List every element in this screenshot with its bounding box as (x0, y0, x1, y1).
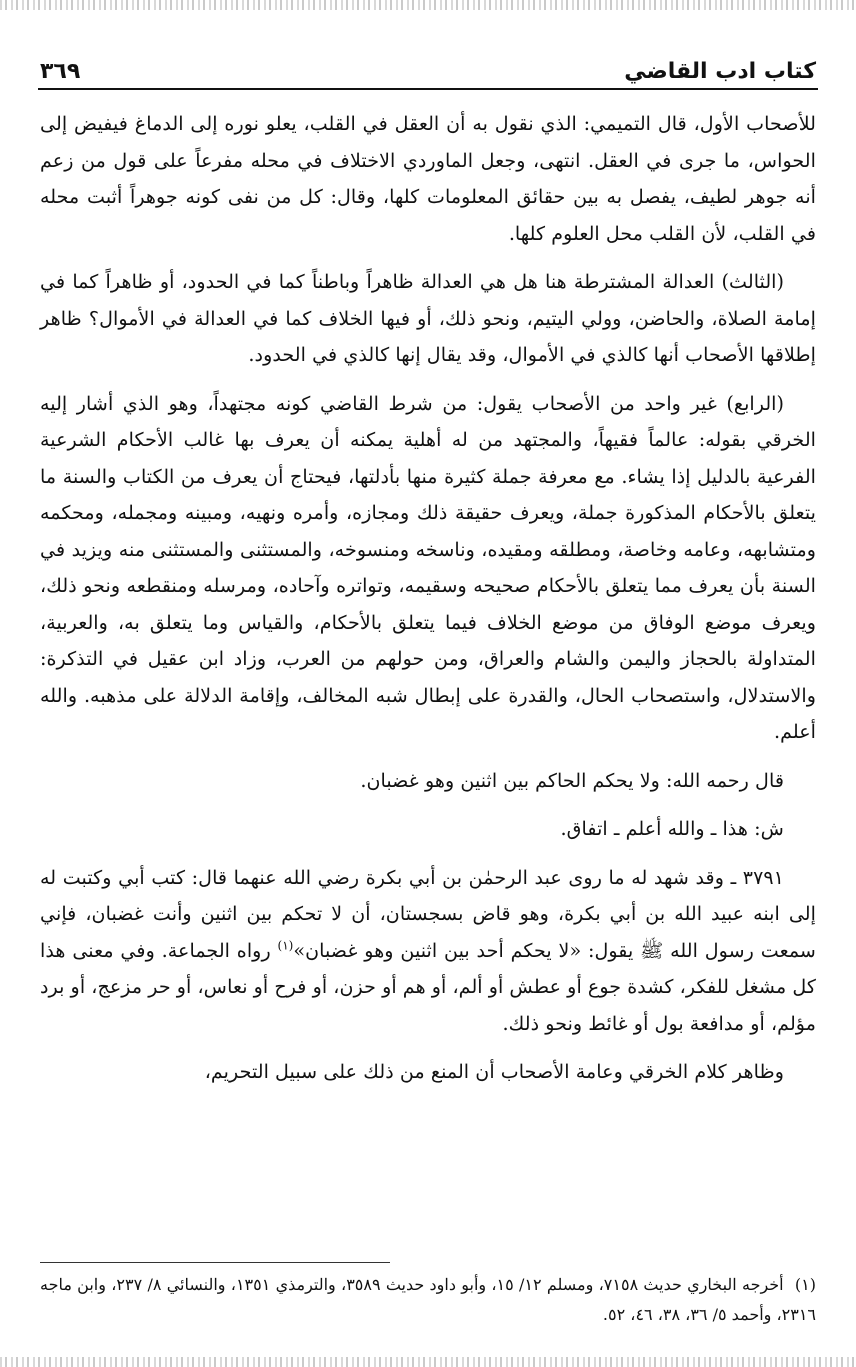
hadith-text-continued: رواه الجماعة. وفي معنى هذا كل مشغل للفكر، كشدة جوع أو عطش أو ألم، أو هم أو حزن، أو فرح أو نعاس، أو حر مزعج، أو برد مؤلم، أو مدافعة بول أو غائط ونحو ذلك. (39, 938, 816, 1035)
running-title: كتاب ادب القاضي (624, 59, 816, 84)
page-number: ٣٦٩ (40, 59, 81, 84)
footnote-text: أخرجه البخاري حديث ٧١٥٨، ومسلم ١٢/ ١٥، وأبو داود حديث ٣٥٨٩، والترمذي ١٣٥١، والنسائي ٨/ ٢٣٧، وابن ماجه ٢٣١٦، وأحمد ٥/ ٣٦، ٣٨، ٤٦، ٥٢. (40, 1275, 816, 1324)
footnote (40, 1270, 816, 1330)
page-header (40, 44, 816, 84)
header-rule (38, 88, 818, 90)
hadith-paragraph (40, 860, 816, 1043)
footnotes (40, 1270, 816, 1330)
decorative-bottom-border (0, 1357, 856, 1367)
paragraph: وظاهر كلام الخرقي وعامة الأصحاب أن المنع من ذلك على سبيل التحريم، (204, 1060, 784, 1083)
footnote-number: (١) (794, 1275, 816, 1294)
paragraph: (الرابع) غير واحد من الأصحاب يقول: من شرط القاضي كونه مجتهداً، وهو الذي أشار إليه الخرقي بقوله: عالماً فقيهاً، والمجتهد من له أهلية يمكنه أن يعرف بها غالب الأحكام الشرعية الفرعية بالدليل إذا يشاء. مع معرفة جملة كثيرة منها بأدلتها، فيحتاج أن يعرف من الكتاب والسنة ما يتعلق بالأحكام المذكورة جملة، ويعرف حقيقة ذلك ومجازه، وأمره ونهيه، ومبينه ومجمله، ومحكمه ومتشابهه، وعامه وخاصة، ومطلقه ومقيده، وناسخه ومنسوخه، والمستثنى والمستثنى منه ويزيد في السنة بأن يعرف مما يتعلق بالأحكام صحيحه وسقيمه، وتواتره وآحاده، ومرسله ومنقطعه ونحو ذلك، ويعرف موضع الوفاق من موضع الخلاف فيما يتعلق بالأحكام، والقياس وما يتعلق به، والعربية، المتداولة بالحجاز واليمن والشام والعراق، ومن حولهم من العرب، وزاد ابن عقيل في التذكرة: والاستدلال، واستصحاب الحال، والقدرة على إبطال شبه المخالف، وإقامة الدلالة على مذهبه. والله أعلم. (40, 391, 816, 743)
footnote-reference[interactable]: (١) (277, 938, 294, 953)
paragraph: ش: هذا ـ والله أعلم ـ اتفاق. (560, 817, 784, 840)
paragraph: للأصحاب الأول، قال التميمي: الذي نقول به أن العقل في القلب، يعلو نوره إلى الدماغ فيفيض إلى الحواس، ما جرى في العقل. انتهى، وجعل الماوردي الاختلاف في محله مفرعاً على قول من زعم أنه جوهر لطيف، يفصل به بين حقائق المعلومات كلها، وقال: كل من نفى كونه جوهراً أثبت محله في القلب، لأن القلب محل العلوم كلها. (40, 112, 816, 245)
paragraph: قال رحمه الله: ولا يحكم الحاكم بين اثنين وهو غضبان. (360, 768, 784, 792)
hadith-text: ٣٧٩١ ـ وقد شهد له ما روى عبد الرحمٰن بن أبي بكرة رضي الله عنهما قال: كتب أبي وكتبت له إلى ابنه عبيد الله بن أبي بكرة، وهو قاض بسجستان، أن لا تحكم بين اثنين وأنت غضبان، فإني سمعت رسول الله ﷺ يقول: «لا يحكم أحد بين اثنين وهو غضبان» (40, 865, 816, 962)
paragraph: (الثالث) العدالة المشترطة هنا هل هي العدالة ظاهراً وباطناً كما في الحدود، أو ظاهراً كما في إمامة الصلاة، والحاضن، وولي اليتيم، ونحو ذلك، أو فيها الخلاف كما في العدالة في الأموال؟ ظاهر إطلاقها الأصحاب أنها كالذي في الأموال، وقد يقال إنها كالذي في الحدود. (40, 270, 816, 366)
footnote-separator (40, 1262, 390, 1263)
main-text (40, 106, 816, 1103)
decorative-top-border (0, 0, 856, 10)
